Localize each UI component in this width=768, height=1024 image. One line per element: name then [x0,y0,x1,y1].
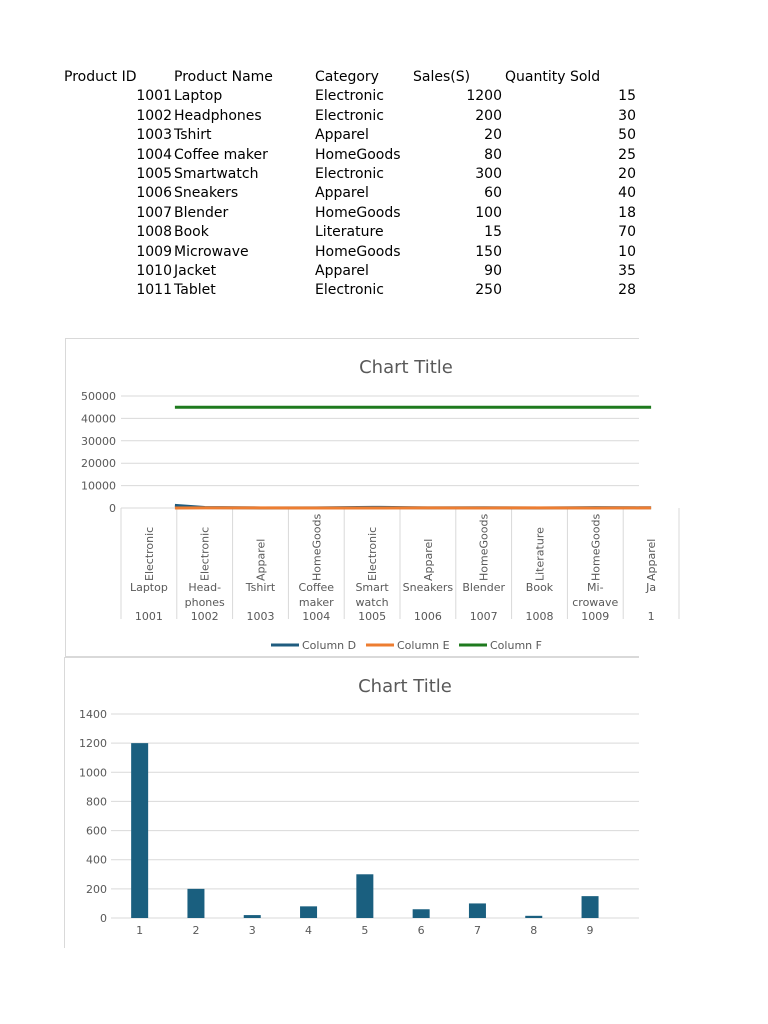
cell-quantity-sold[interactable]: 25 [618,146,636,163]
y-tick-label: 200 [86,882,107,896]
x-product-label: Head- [188,581,222,594]
x-category-label: HomeGoods [477,513,491,581]
y-tick-label: 800 [86,795,107,809]
cell-product-name[interactable]: Laptop [174,88,223,105]
legend-label: Column F [490,639,542,652]
cell-category[interactable]: Electronic [315,282,385,299]
y-tick-label: 0 [100,912,107,925]
x-tick-label: 5 [361,924,369,937]
cell-product-id[interactable]: 1011 [136,282,172,299]
cell-sales[interactable]: 100 [475,204,502,221]
y-tick-label: 600 [86,824,107,838]
cell-product-id[interactable]: 1009 [136,243,172,260]
header-product-id[interactable]: Product ID [64,69,137,85]
cell-category[interactable]: HomeGoods [315,243,401,260]
bar [131,743,148,918]
x-id-label: 1003 [246,610,275,623]
cell-product-id[interactable]: 1003 [136,127,172,144]
cell-sales[interactable]: 300 [475,165,502,182]
chart-title: Chart Title [358,676,452,697]
x-product-label: watch [355,596,389,609]
cell-sales[interactable]: 200 [475,107,502,124]
cell-quantity-sold[interactable]: 30 [618,107,636,124]
cell-product-name[interactable]: Tablet [174,282,216,299]
x-id-label: 1006 [413,610,442,623]
y-tick-label: 30000 [81,434,116,448]
x-product-label: phones [184,596,225,609]
header-sales[interactable]: Sales(S) [413,69,471,85]
cell-product-id[interactable]: 1007 [136,204,172,221]
cell-sales[interactable]: 15 [484,224,502,241]
cell-quantity-sold[interactable]: 35 [618,262,636,279]
cell-quantity-sold[interactable]: 15 [618,88,636,105]
y-tick-label: 20000 [81,457,116,471]
cell-category[interactable]: Apparel [315,185,369,202]
x-category-label: HomeGoods [589,513,603,581]
x-tick-label: 3 [248,924,256,937]
cell-sales[interactable]: 250 [475,282,502,299]
x-id-label: 1008 [525,610,554,623]
x-tick-label: 8 [530,924,538,937]
x-id-label: 1001 [134,610,163,623]
bar [413,909,430,918]
cell-product-id[interactable]: 1004 [136,146,172,163]
header-quantity-sold[interactable]: Quantity Sold [505,69,601,85]
x-tick-label: 4 [305,924,313,937]
y-tick-label: 1200 [79,737,107,751]
legend-label: Column D [302,639,357,652]
legend-label: Column E [397,639,450,652]
x-product-label: Blender [462,581,506,594]
cell-quantity-sold[interactable]: 40 [618,185,636,202]
bar [244,915,261,918]
y-tick-label: 0 [109,502,116,515]
bar [582,896,599,918]
cell-quantity-sold[interactable]: 70 [618,224,636,241]
cell-sales[interactable]: 150 [475,243,502,260]
cell-category[interactable]: Apparel [315,127,369,144]
x-product-label: Sneakers [402,581,454,594]
cell-product-name[interactable]: Coffee maker [174,146,268,163]
line-chart[interactable] [65,338,659,657]
x-id-label: 1009 [581,610,610,623]
x-id-label: 1007 [469,610,498,623]
cell-sales[interactable]: 1200 [466,88,502,105]
y-tick-label: 50000 [81,390,116,403]
bar-chart-svg [65,658,639,948]
cell-category[interactable]: Apparel [315,262,369,279]
cell-quantity-sold[interactable]: 10 [618,243,636,260]
cell-category[interactable]: HomeGoods [315,146,401,163]
x-product-label: Smart [355,581,389,594]
x-id-label: 1 [647,610,655,623]
line-chart-svg [66,339,659,656]
x-product-label: Ja [646,581,657,594]
x-product-label: Coffee [298,581,335,594]
x-id-label: 1002 [190,610,219,623]
cell-product-name[interactable]: Book [174,224,209,241]
cell-sales[interactable]: 80 [484,146,502,163]
x-category-label: Literature [533,527,547,581]
header-product-name[interactable]: Product Name [174,69,273,85]
cell-product-id[interactable]: 1001 [136,88,172,105]
cell-product-id[interactable]: 1002 [136,107,172,124]
x-product-label: crowave [572,596,619,609]
header-category[interactable]: Category [315,69,379,85]
x-tick-label: 9 [586,924,594,937]
x-category-label: Apparel [254,538,268,581]
cell-category[interactable]: HomeGoods [315,204,401,221]
x-product-label: Mi- [587,581,604,594]
cell-sales[interactable]: 60 [484,185,502,202]
y-tick-label: 1400 [79,708,107,721]
bar [356,874,373,918]
cell-sales[interactable]: 20 [484,127,502,144]
cell-category[interactable]: Electronic [315,107,385,124]
y-tick-label: 10000 [81,479,116,493]
y-tick-label: 1000 [79,766,107,780]
y-tick-label: 40000 [81,412,116,426]
x-category-label: Electronic [142,526,156,581]
x-product-label: Book [525,581,554,594]
x-category-label: Apparel [645,538,659,581]
x-tick-label: 7 [473,924,481,937]
cell-product-name[interactable]: Headphones [174,107,262,124]
cell-product-id[interactable]: 1006 [136,185,172,202]
cell-category[interactable]: Literature [315,224,384,241]
y-tick-label: 400 [86,853,107,867]
x-tick-label: 6 [417,924,425,937]
cell-product-name[interactable]: Microwave [174,243,249,260]
bar-chart[interactable] [64,657,639,948]
chart-title: Chart Title [359,357,453,378]
cell-sales[interactable]: 90 [484,262,502,279]
x-category-label: Electronic [366,526,380,581]
bar [525,916,542,918]
bar [187,889,204,918]
cell-quantity-sold[interactable]: 20 [618,165,636,182]
x-tick-label: 2 [192,924,200,937]
x-tick-label: 1 [136,924,144,937]
cell-category[interactable]: Electronic [315,165,385,182]
cell-product-id[interactable]: 1005 [136,165,172,182]
cell-quantity-sold[interactable]: 50 [618,127,636,144]
cell-product-name[interactable]: Blender [174,204,229,221]
bar [469,903,486,918]
cell-product-name[interactable]: Tshirt [174,127,212,144]
cell-product-id[interactable]: 1010 [136,262,172,279]
x-product-label: Laptop [129,581,168,594]
x-id-label: 1004 [302,610,331,623]
x-category-label: Apparel [421,538,435,581]
cell-product-name[interactable]: Smartwatch [174,165,259,182]
cell-product-id[interactable]: 1008 [136,224,172,241]
bar [300,906,317,918]
cell-product-name[interactable]: Sneakers [174,185,239,202]
cell-product-name[interactable]: Jacket [174,262,217,279]
x-product-label: maker [298,596,334,609]
cell-quantity-sold[interactable]: 28 [618,282,636,299]
cell-category[interactable]: Electronic [315,88,385,105]
x-category-label: HomeGoods [310,513,324,581]
x-id-label: 1005 [358,610,387,623]
x-category-label: Electronic [198,526,212,581]
cell-quantity-sold[interactable]: 18 [618,204,636,221]
x-product-label: Tshirt [245,581,276,594]
